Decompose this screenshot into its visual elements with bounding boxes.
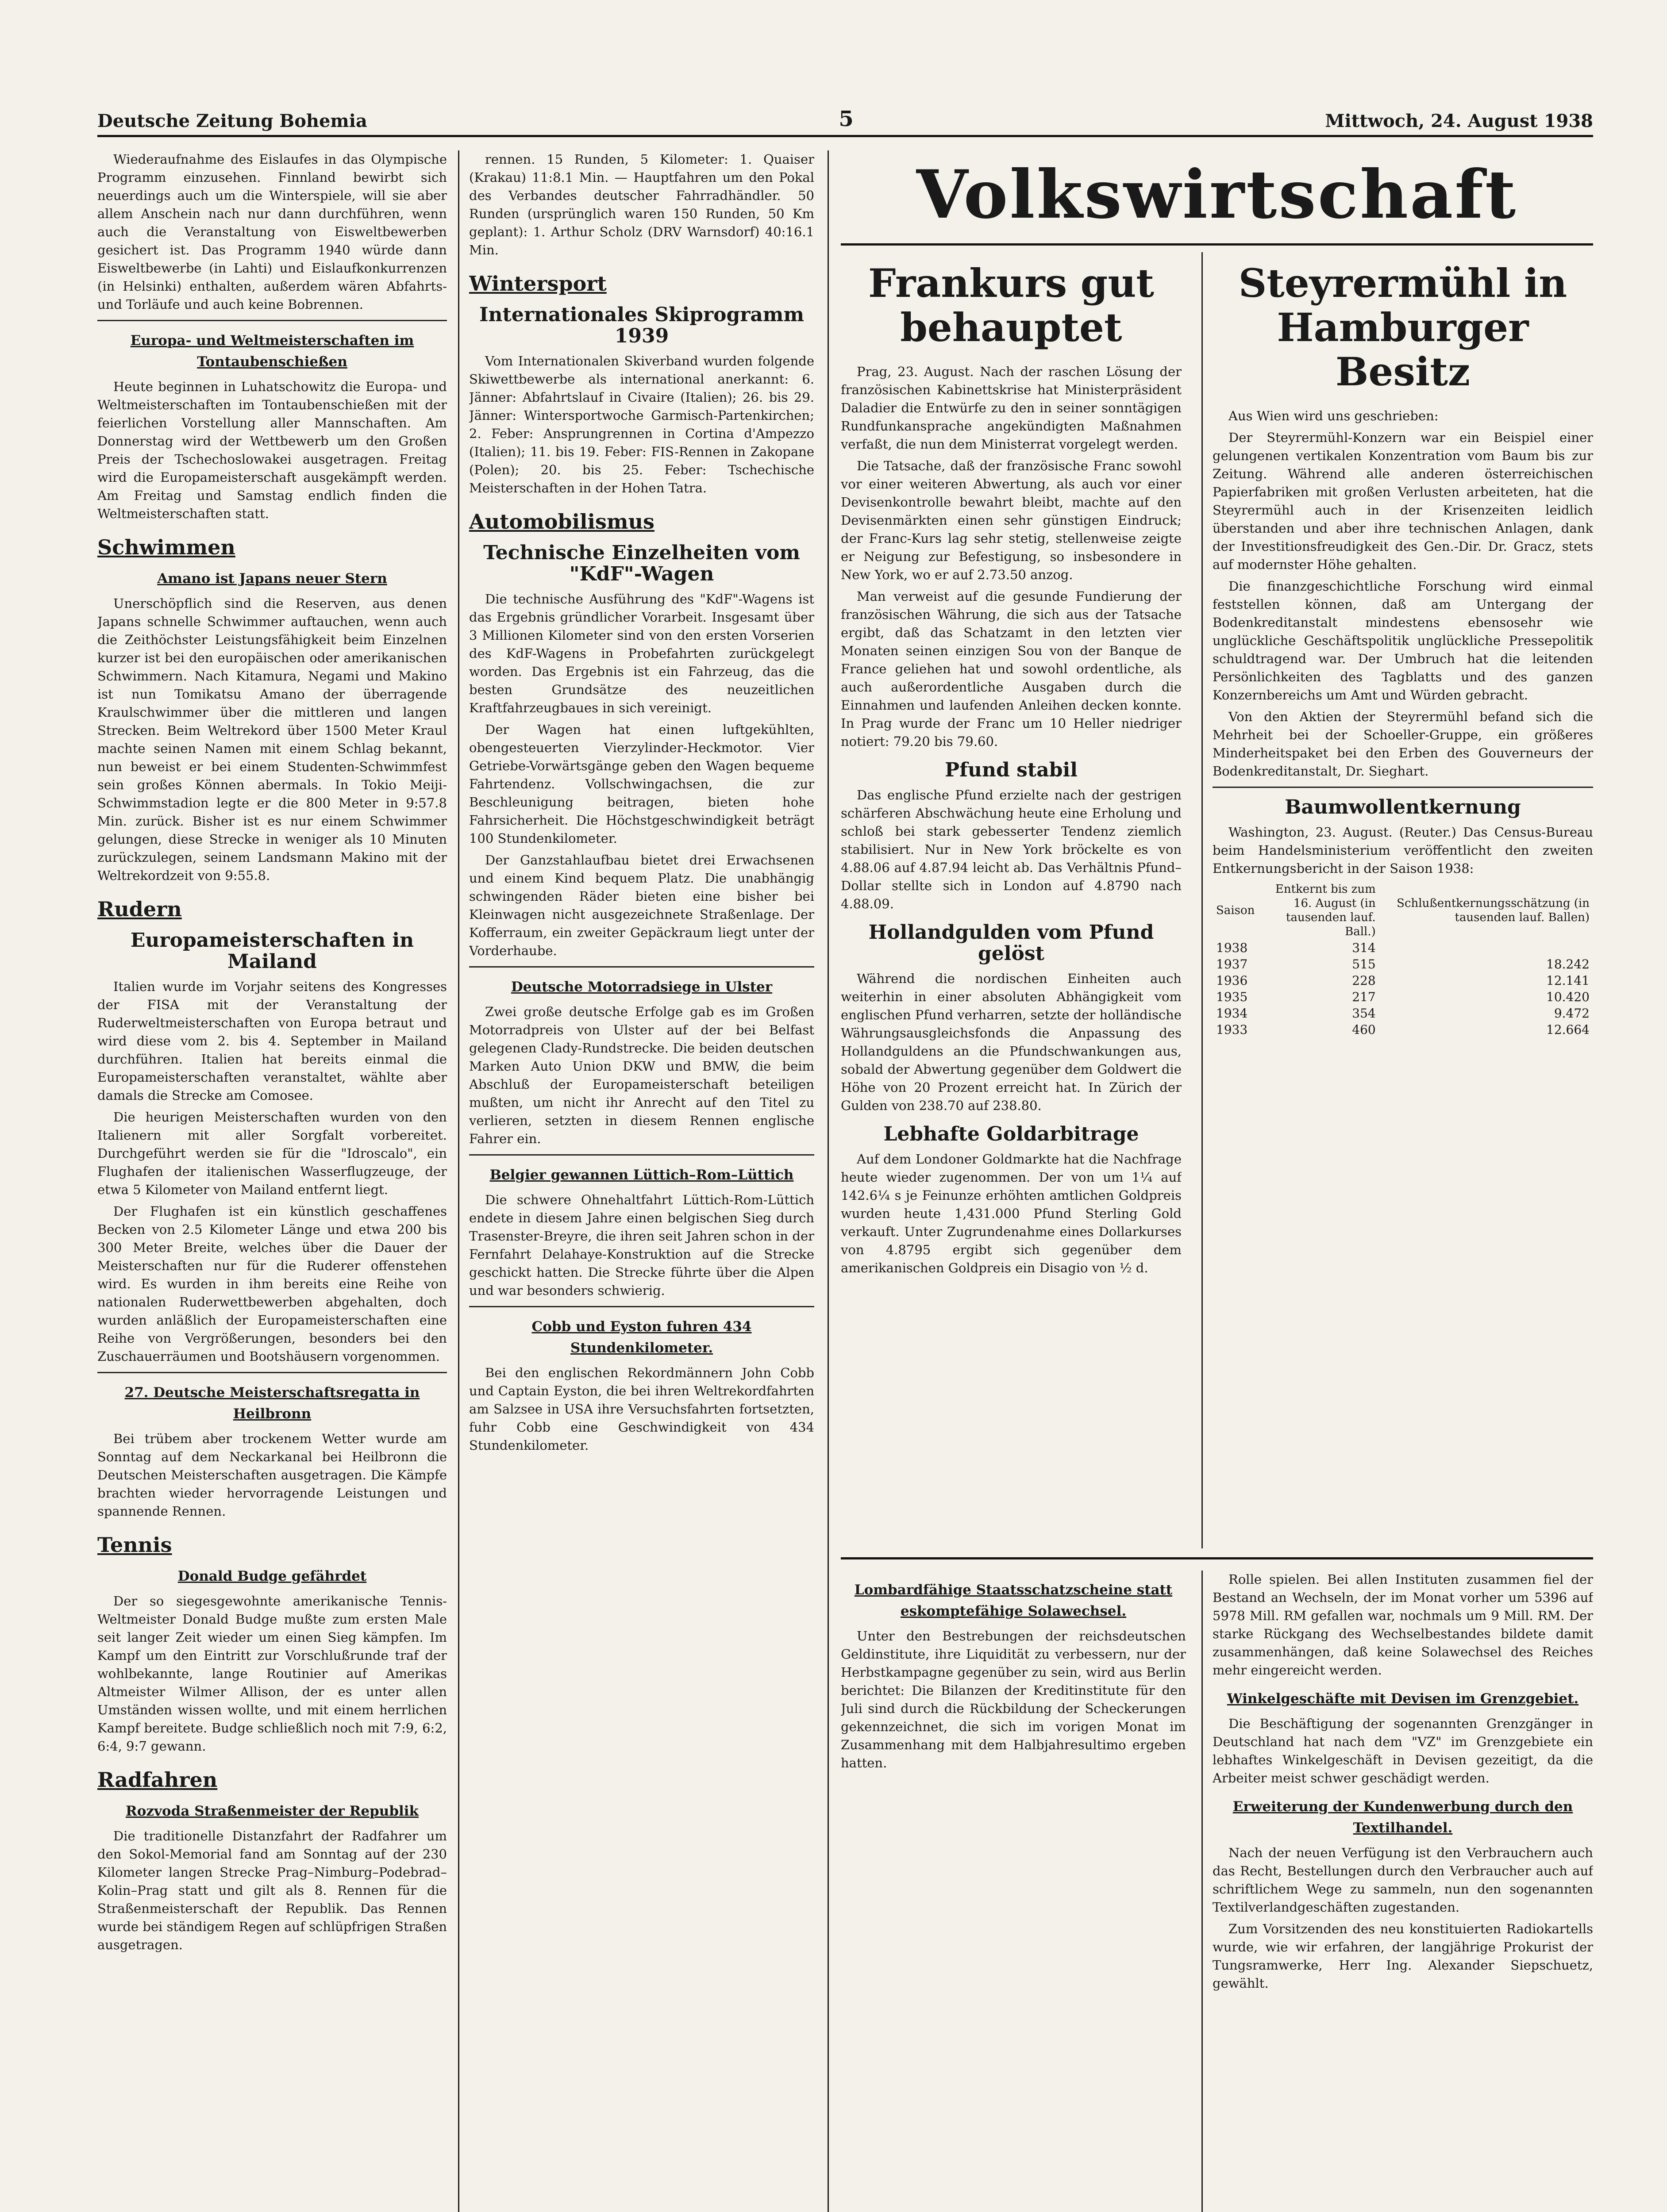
section-rubric: Tennis xyxy=(97,1533,172,1557)
article-text: Wiederaufnahme des Eislaufes in das Olympische Programm einzusehen. Finnland bewirbt sich neuerdings auch um die Winterspiele, will sie aber allem Anschein nach nur dann durchführen, wenn auch die Veranstaltung von Eisweltbewerben gesichert ist. Das Programm 1940 würde dann Eisweltbewerbe (in Lahti) und Eislaufkonkurrenzen (in Helsinki) enthalten, außerdem wären Abfahrts- und Torläufe und auch keine Bobrennen. xyxy=(97,152,447,312)
column-divider xyxy=(828,150,829,2212)
table-header: Saison xyxy=(1216,904,1255,917)
article-text: Zum Vorsitzenden des neu konstituierten Radiokartells wurde, wie wir erfahren, der langjährige Prokurist der Tungsramwerke, Herr Ing. Alexander Siepschuetz, gewählt. xyxy=(1213,1921,1593,1991)
article-headline: Technische Einzelheiten vom "KdF"-Wagen xyxy=(483,541,800,585)
article-text: Das englische Pfund erzielte nach der gestrigen schärferen Abschwächung heute eine Erholung und schloß bei stark gebesserter Tendenz ziemlich stabilisiert. Nur in New York bröckelte es von 4.88.06 auf 4.87.94 leicht ab. Das Verhältnis Pfund–Dollar stellte sich in London auf 4.8790 nach 4.88.09. xyxy=(841,787,1182,911)
table-row xyxy=(1213,956,1593,972)
article-text: Der Ganzstahlaufbau bietet drei Erwachsenen und einem Kind bequem Platz. Die unabhängig schwingenden Räder bieten eine bisher bei Kleinwagen nicht ausgezeichnete Straßenlage. Der Kofferraum, ein zweiter Gepäckraum liegt unter der Vorderhaube. xyxy=(469,853,814,958)
article-text: Aus Wien wird uns geschrieben: xyxy=(1228,408,1439,423)
column-economy-3 xyxy=(841,1571,1186,2212)
table-header: Entkernt bis zum 16. August (in tausenden lauf. Ball.) xyxy=(1275,883,1376,938)
column-sport-1 xyxy=(97,150,447,2212)
article-text: Auf dem Londoner Goldmarkte hat die Nachfrage heute wieder zugenommen. Der von um 1¼ auf 142.6¼ s je Feinunze erhöhten amtlichen Goldpreis wurden heute 1,431.000 Pfund Sterling Gold verkauft. Unter Zugrundenahme eines Dollarkurses von 4.8795 ergibt sich gegenüber dem amerikanischen Goldpreis ein Disagio von ½ d. xyxy=(841,1152,1182,1275)
table-cell: 460 xyxy=(1352,1022,1376,1037)
table-cell: 314 xyxy=(1352,941,1376,955)
article-text: Der Steyrermühl-Konzern war ein Beispiel einer gelungenen vertikalen Konzentration vom Baum bis zur Zeitung. Während alle anderen österreichischen Papierfabriken mit großen Verlusten arbeiteten, hat die Steyrermühl auch in der Krisenzeiten leidlich überstanden und aber ihre technischen Anlagen, dank der Investitionsfreudigkeit des Gen.-Dir. Dr. Gracz, stets auf modernster Höhe gehalten. xyxy=(1213,430,1593,572)
article-text: Bei trübem aber trockenem Wetter wurde am Sonntag auf dem Neckarkanal bei Heilbronn die Deutschen Meisterschaften ausgetragen. Die Kämpfe brachten wieder hervorragende Leistungen und spannende Rennen. xyxy=(97,1431,447,1519)
table-cell: 1937 xyxy=(1216,957,1248,972)
table-cell: 228 xyxy=(1352,973,1376,988)
article-text: Der Wagen hat einen luftgekühlten, obengesteuerten Vierzylinder-Heckmotor. Vier Getriebe-Vorwärtsgänge geben den Wagen bequeme Fahrtendenz. Vollschwingachsen, die zur Beschleunigung beitragen, bieten hohe Fahrsicherheit. Die Höchstgeschwindigkeit beträgt 100 Stundenkilometer. xyxy=(469,722,814,846)
article-headline: Baumwollentkernung xyxy=(1285,796,1521,818)
page-header xyxy=(97,107,1593,137)
article-text: Die traditionelle Distanzfahrt der Radfahrer um den Sokol-Memorial fand am Sonntag auf der 230 Kilometer langen Strecke Prag–Nimburg–Podebrad–Kolin–Prag statt und gilt als 8. Rennen für die Straßenmeisterschaft der Republik. Das Rennen wurde bei ständigem Regen auf schlüpfrigen Straßen ausgetragen. xyxy=(97,1828,447,1952)
newspaper-page xyxy=(97,107,1593,2212)
section-rubric: Radfahren xyxy=(97,1768,218,1792)
column-economy-2 xyxy=(1213,252,1593,1548)
article-text: Der Flughafen ist ein künstlich geschaffenes Becken von 2.5 Kilometer Länge und etwa 200 bis 300 Meter Breite, welches über die Dauer der Meisterschaften nur für die Ruderer offenstehen wird. Es wurden in ihm bereits eine Reihe von nationalen Ruderwettbewerben abgehalten, doch wurden anläßlich der Europameisterschaften eine Reihe von Vergrößerungen, besonders bei den Zuschauerräumen und Bootshäusern vorgenommen. xyxy=(97,1204,447,1364)
article-headline: Amano ist Japans neuer Stern xyxy=(157,571,387,587)
article-text: Rolle spielen. Bei allen Instituten zusammen fiel der Bestand an Wechseln, der im Monat vorher um 5396 auf 5978 Mill. RM gefallen war, nochmals um 9 Mill. RM. Der starke Rückgang des Wechselbestandes bildete damit zusammenhängen, daß keine Solawechsel des Reiches mehr eingereicht werden. xyxy=(1213,1572,1593,1678)
table-header: Schlußentkernungsschätzung (in tausenden lauf. Ballen) xyxy=(1397,897,1590,924)
newspaper-name: Deutsche Zeitung Bohemia xyxy=(97,111,367,131)
article-headline: Hollandgulden vom Pfund gelöst xyxy=(868,921,1154,965)
lead-headline: Steyrermühl in Hamburger Besitz xyxy=(1238,260,1567,395)
table-cell: 9.472 xyxy=(1554,1006,1590,1021)
article-text: Heute beginnen in Luhatschowitz die Europa- und Weltmeisterschaften im Tontaubenschießen mit der feierlichen Vorstellung aller Mannschaften. Am Donnerstag wird der Wettbewerb um den Großen Preis der Tschechoslowakei ausgetragen. Freitag wird die Europameisterschaft ausgekämpft werden. Am Freitag und Samstag endlich finden die Weltmeisterschaften statt. xyxy=(97,379,447,521)
table-cell: 18.242 xyxy=(1546,957,1590,972)
article-headline: Internationales Skiprogramm 1939 xyxy=(479,303,805,347)
table-row xyxy=(1213,940,1593,956)
article-headline: Europa- und Weltmeisterschaften im Tontaubenschießen xyxy=(130,333,414,370)
table-header-row xyxy=(1213,881,1593,940)
article-text: rennen. 15 Runden, 5 Kilometer: 1. Quaiser (Krakau) 11:8.1 Min. — Hauptfahren um den Pokal des Verbandes deutscher Fahrradhändler. 50 Runden (ursprünglich waren 150 Runden, 50 Km geplant): 1. Arthur Scholz (DRV Warnsdorf) 40:16.1 Min. xyxy=(469,152,814,257)
table-cell: 1938 xyxy=(1216,941,1248,955)
divider xyxy=(469,1154,814,1156)
article-text: Die Tatsache, daß der französische Franc sowohl vor einer weiteren Abwertung, als auch vor einer Devisenkontrolle bewahrt bleibt, machte auf den Devisenmärkten einen sehr günstigen Eindruck; der Franc-Kurs lag sehr stetig, stellenweise zeigte er Neigung zur Befestigung, so insbesondere in New York, wo er auf 2.73.50 anzog. xyxy=(841,458,1182,582)
article-headline: Lebhafte Goldarbitrage xyxy=(883,1123,1139,1145)
divider xyxy=(97,1372,447,1373)
column-economy-4 xyxy=(1213,1571,1593,2212)
article-text: Während die nordischen Einheiten auch weiterhin in einer absoluten Abhängigkeit vom englischen Pfund verharren, setzte der holländische Währungsausgleichsfonds die Anpassung des Hollandguldens an die Pfundschwankungen aus, sobald der Abwertung gegenüber dem Goldwert die Höhe von 20 Prozent erreicht hat. In Zürich der Gulden von 238.70 auf 238.80. xyxy=(841,971,1182,1113)
divider xyxy=(97,320,447,321)
column-divider xyxy=(1201,1571,1203,2212)
section-rubric: Wintersport xyxy=(469,272,607,296)
article-text: Unerschöpflich sind die Reserven, aus denen Japans schnelle Schwimmer auftauchen, wenn auch die Zeithöchster Leistungsfähigkeit beim Einzelnen kurzer ist bei den europäischen oder amerikanischen Schwimmern. Nach Kitamura, Negami und Makino ist nun Tomikatsu Amano der überragende Kraulschwimmer über die mittleren und langen Strecken. Beim Weltrekord über 1500 Meter Kraul machte seinen Namen mit einem Schlag bekannt, nun beweist er bei einem Studenten-Schwimmfest sein großes Können abermals. In Tokio Meiji-Schwimmstadion legte er die 800 Meter in 9:57.8 Min. zurück. Bisher ist es nur einem Schwimmer gelungen, diese Strecke in weniger als 10 Minuten zurückzulegen, seinem Landsmann Makino mit der Weltrekordzeit von 9:55.8. xyxy=(97,596,447,883)
article-headline: Erweiterung der Kundenwerbung durch den Textilhandel. xyxy=(1232,1799,1573,1836)
section-rubric: Automobilismus xyxy=(469,510,654,534)
article-text: Die Beschäftigung der sogenannten Grenzgänger in Deutschland hat nach dem "VZ" im Grenzgebiete ein lebhaftes Winkelgeschäft in Devisen gezeitigt, da die Arbeiter meist schwer geschädigt werden. xyxy=(1213,1716,1593,1786)
section-rule xyxy=(841,1557,1593,1559)
table-cell: 1936 xyxy=(1216,973,1248,988)
article-text: Zwei große deutsche Erfolge gab es im Großen Motorradpreis von Ulster auf der bei Belfast gelegenen Clady-Rundstrecke. Die beiden deutschen Marken Auto Union DKW und BMW, die beim Abschluß der Europameisterschaft beteiligen mußten, um nicht ihr Anrecht auf den Titel zu verlieren, setzten in diesem Rennen englische Fahrer ein. xyxy=(469,1004,814,1146)
article-text: Die technische Ausführung des "KdF"-Wagens ist das Ergebnis gründlicher Vorarbeit. Insgesamt über 3 Millionen Kilometer sind von den ersten Vorserien des KdF-Wagens in Probefahrten zurückgelegt worden. Das Ergebnis ist ein Fahrzeug, das die besten Grundsätze des neuzeitlichen Kraftfahrzeugbaues in sich vereinigt. xyxy=(469,591,814,715)
table-cell: 217 xyxy=(1352,990,1376,1004)
article-headline: Donald Budge gefährdet xyxy=(177,1568,367,1584)
divider xyxy=(469,1306,814,1307)
section-masthead: Volkswirtschaft xyxy=(916,156,1518,234)
section-rubric: Schwimmen xyxy=(97,535,235,559)
article-headline: Belgier gewannen Lüttich–Rom–Lüttich xyxy=(489,1167,794,1183)
table-cell xyxy=(1379,940,1593,956)
issue-date: Mittwoch, 24. August 1938 xyxy=(1325,111,1593,131)
article-text: Die schwere Ohnehaltfahrt Lüttich-Rom-Lüttich endete in diesem Jahre einen belgischen Sieg durch Trasenster-Breyre, die ihren seit Jahren schon in der Fernfahrt Delahaye-Konstruktion auf die Strecke geschickt hatten. Die Strecke führte über die Alpen und war besonders schwierig. xyxy=(469,1192,814,1298)
article-text: Washington, 23. August. (Reuter.) Das Census-Bureau beim Handelsministerium veröffentlicht den zweiten Entkernungsbericht in der Saison 1938: xyxy=(1213,825,1593,876)
table-cell: 354 xyxy=(1352,1006,1376,1021)
table-cell: 1935 xyxy=(1216,990,1248,1004)
table-cell: 1933 xyxy=(1216,1022,1248,1037)
table-cell: 12.664 xyxy=(1546,1022,1590,1037)
column-economy-1 xyxy=(841,252,1182,1548)
table-cell: 12.141 xyxy=(1546,973,1590,988)
table-cell: 1934 xyxy=(1216,1006,1248,1021)
table-cell: 515 xyxy=(1352,957,1376,972)
article-headline: Europameisterschaften in Mailand xyxy=(130,929,414,973)
article-headline: Pfund stabil xyxy=(945,759,1078,781)
masthead-rule xyxy=(841,243,1593,246)
table-row xyxy=(1213,1022,1593,1038)
article-text: Italien wurde im Vorjahr seitens des Kongresses der FISA mit der Veranstaltung der Ruderweltmeisterschaften von Europa betraut und wird diese vom 2. bis 4. September in Mailand durchführen. Italien hat bereits einmal die Europameisterschaften veranstaltet, wählte aber damals die Strecke am Comosee. xyxy=(97,979,447,1103)
table-cell: 10.420 xyxy=(1546,990,1590,1004)
cotton-table xyxy=(1213,881,1593,1038)
article-text: Vom Internationalen Skiverband wurden folgende Skiwettbewerbe als international anerkannt: 6. Jänner: Abfahrtslauf in Civaire (Italien); 26. bis 29. Jänner: Wintersportwoche Garmisch-Partenkirchen; 2. Feber: Ansprungrennen in Cortina d'Ampezzo (Italien); 11. bis 19. Feber: FIS-Rennen in Zakopane (Polen); 20. bis 25. Feber: Tschechische Meisterschaften in der Hohen Tatra. xyxy=(469,353,814,495)
article-text: Die finanzgeschichtliche Forschung wird einmal feststellen können, daß am Untergang der Bodenkreditanstalt mindestens ebensosehr wie unglückliche Geschäftspolitik unglückliche Pressepolitik schuldtragend war. Der Umbruch hat die leitenden Persönlichkeiten des Tagblatts und des ganzen Konzernbereichs um Amt und Würden gebracht. xyxy=(1213,579,1593,703)
article-text: Man verweist auf die gesunde Fundierung der französischen Währung, die sich aus der Tatsache ergibt, daß das Schatzamt in den letzten vier Monaten seinen einzigen Sou von der Banque de France geliehen hat und sowohl ordentliche, als auch außerordentliche Ausgaben durch die Einnahmen und laufenden Anleihen decken konnte. In Prag wurde der Franc um 10 Heller niedriger notiert: 79.20 bis 79.60. xyxy=(841,589,1182,749)
column-sport-2 xyxy=(469,150,814,2212)
article-headline: Winkelgeschäfte mit Devisen im Grenzgebiet. xyxy=(1227,1691,1579,1707)
article-headline: Cobb und Eyston fuhren 434 Stundenkilometer. xyxy=(531,1319,752,1356)
table-row xyxy=(1213,989,1593,1005)
page-number: 5 xyxy=(839,107,854,131)
lead-headline: Frankurs gut behauptet xyxy=(868,260,1154,350)
article-text: Prag, 23. August. Nach der raschen Lösung der französischen Kabinettskrise hat Ministerpräsident Daladier die Entwürfe zu den in seiner sonntägigen Rundfunkansprache angekündigten Maßnahmen verfaßt, die nun dem Ministerrat vorgelegt werden. xyxy=(841,364,1182,452)
article-headline: 27. Deutsche Meisterschaftsregatta in Heilbronn xyxy=(124,1385,420,1422)
article-text: Der so siegesgewohnte amerikanische Tennis-Weltmeister Donald Budge mußte zum ersten Male seit langer Zeit wieder um einen Sieg kämpfen. Im Kampf um den Eintritt zur Vorschlußrunde traf der wohlbekannte, lange Routinier auf Amerikas Altmeister Wilmer Allison, der es unter allen Umständen wissen wollte, und mit einem herrlichen Kampf bereitete. Budge schließlich noch mit 7:9, 6:2, 6:4, 9:7 gewann. xyxy=(97,1594,447,1754)
article-headline: Deutsche Motorradsiege in Ulster xyxy=(511,979,773,995)
article-text: Von den Aktien der Steyrermühl befand sich die Mehrheit bei der Schoeller-Gruppe, ein größeres Minderheitspaket bei den Erben des Gouverneurs der Bodenkreditanstalt, Dr. Sieghart. xyxy=(1213,709,1593,779)
column-divider xyxy=(458,150,459,2212)
article-text: Nach der neuen Verfügung ist den Verbrauchern auch das Recht, Bestellungen durch den Verbraucher auch auf schriftlichem Wege zu sammeln, nun den sogenannten Textilverlandgeschäften zugestanden. xyxy=(1213,1845,1593,1915)
table-row xyxy=(1213,1005,1593,1022)
divider xyxy=(469,966,814,968)
column-divider xyxy=(1201,252,1203,1548)
table-row xyxy=(1213,972,1593,989)
section-rubric: Rudern xyxy=(97,897,182,921)
article-headline: Rozvoda Straßenmeister der Republik xyxy=(125,1803,419,1819)
divider xyxy=(1213,787,1593,788)
article-text: Bei den englischen Rekordmännern John Cobb und Captain Eyston, die bei ihren Weltrekordfahrten am Salzsee in USA ihre Versuchsfahrten fortsetzten, fuhr Cobb eine Geschwindigkeit von 434 Stundenkilometer. xyxy=(469,1365,814,1453)
article-text: Die heurigen Meisterschaften wurden von den Italienern mit aller Sorgfalt vorbereitet. Durchgeführt werden sie für die "Idroscalo", ein Flughafen der italienischen Wasserflugzeuge, der etwa 5 Kilometer von Mailand entfernt liegt. xyxy=(97,1110,447,1197)
article-headline: Lombardfähige Staatsschatzscheine statt eskomptefähige Solawechsel. xyxy=(854,1582,1173,1619)
article-text: Unter den Bestrebungen der reichsdeutschen Geldinstitute, ihre Liquidität zu verbessern, nur der Herbstkampagne gegenüber zu sein, wird aus Berlin berichtet: Die Bilanzen der Kreditinstitute für den Juli sind durch die Rückbildung der Scheckerungen gekennzeichnet, die sich im vorigen Monat im Zusammenhang mit dem Halbjahresultimo ergeben hatten. xyxy=(841,1628,1186,1770)
